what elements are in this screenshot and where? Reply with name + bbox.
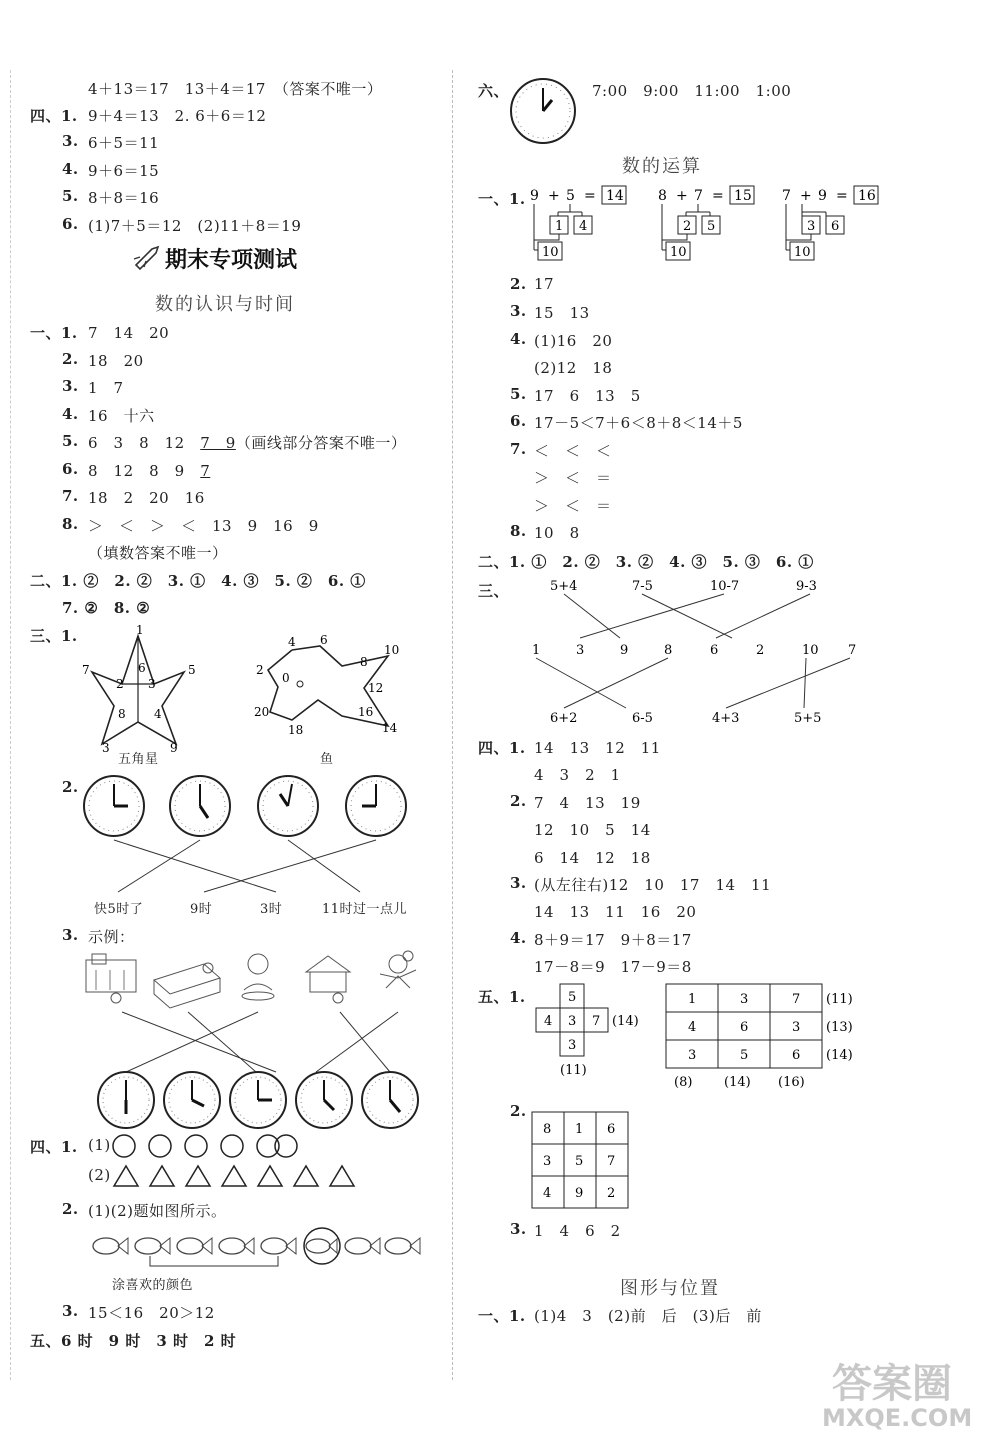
item-number: 5. — [62, 187, 79, 205]
fish-num: 6 — [320, 633, 328, 647]
grid-cell: 7 — [607, 1154, 616, 1169]
fish-num: 8 — [360, 655, 368, 669]
triangle-shape — [294, 1166, 318, 1186]
eq-result: 15 — [734, 188, 752, 204]
make-ten-diagrams — [530, 180, 890, 270]
building-icon — [86, 954, 136, 1003]
clock-icon — [258, 776, 318, 836]
answer-line: 15＜16 20＞12 — [88, 1304, 215, 1322]
answer-line — [88, 460, 210, 481]
eq-split: 5 — [707, 219, 716, 234]
fish-icon — [261, 1238, 296, 1254]
grid-sum: (8) — [674, 1075, 693, 1090]
answer-line: 4＋13＝17 13＋4＝17 （答案不唯一） — [88, 80, 383, 98]
answer-line: 12 10 5 14 — [534, 821, 651, 839]
item-number: 4. — [510, 929, 527, 947]
fish-num: 16 — [358, 705, 374, 719]
cross-grid — [528, 982, 658, 1094]
answer-line: 18 20 — [88, 352, 144, 370]
item-number: 3. — [510, 1220, 527, 1238]
eq-op: + — [800, 188, 812, 204]
eq-term: 5 — [566, 188, 575, 204]
answer-line: 6 14 12 18 — [534, 849, 651, 867]
left-margin-rule — [10, 70, 11, 1380]
star-num: 5 — [188, 663, 196, 677]
grid-sum: (16) — [778, 1075, 805, 1090]
eq-op: = — [584, 188, 596, 204]
item-number: 2. — [510, 275, 527, 293]
match-expr: 7-5 — [632, 579, 653, 594]
answer-line: 14 13 11 16 20 — [534, 903, 697, 921]
grid-cell: 8 — [543, 1122, 552, 1137]
eq-op: + — [676, 188, 688, 204]
eq-result: 14 — [606, 188, 624, 204]
subsection-heading: 数的运算 — [622, 156, 702, 177]
match-expr: 9-3 — [796, 579, 817, 594]
grid-cell: 1 — [688, 992, 697, 1007]
fish-num: 20 — [254, 705, 270, 719]
item-number: 6. — [510, 412, 527, 430]
answer-line: 15 13 — [534, 304, 590, 322]
answer-values: 6 3 8 12 — [88, 434, 185, 452]
circle-shape — [113, 1135, 135, 1157]
equation-block — [658, 186, 754, 260]
answer-line: 7:00 9:00 11:00 1:00 — [592, 82, 792, 100]
fish-num: 18 — [288, 723, 304, 737]
item-number: 2. — [510, 792, 527, 810]
match-number: 6 — [710, 643, 719, 658]
grid-cell: 1 — [575, 1122, 584, 1137]
sleeping-child-icon — [154, 963, 220, 1008]
eq-term: 9 — [818, 188, 827, 204]
fish-figure — [248, 632, 408, 742]
triangle-shape — [222, 1166, 246, 1186]
grid-sum: (14) — [826, 1048, 853, 1063]
star-num: 1 — [136, 623, 144, 637]
underlined-values: 7 9 — [200, 434, 236, 452]
fish-icon — [135, 1238, 170, 1254]
fish-num: 12 — [368, 681, 384, 695]
match-number: 8 — [664, 643, 673, 658]
girl-eating-icon — [242, 954, 274, 1000]
match-expr: 5+5 — [794, 711, 822, 726]
clock-label: 11时过一点儿 — [322, 902, 408, 917]
clock-icon — [170, 776, 230, 836]
clock-icon — [98, 1072, 154, 1128]
match-number: 2 — [756, 643, 765, 658]
grid-sum: (11) — [826, 992, 853, 1007]
answer-line: 4 3 2 1 — [534, 766, 621, 784]
answer-note: （填数答案不唯一） — [88, 544, 228, 562]
answer-line: 6＋5＝11 — [88, 134, 160, 152]
match-expr: 5+4 — [550, 579, 578, 594]
item-number: 一、1. — [30, 324, 78, 342]
grid-cell: 6 — [607, 1122, 616, 1137]
clock-matching — [80, 772, 420, 902]
fish-num: 4 — [288, 635, 296, 649]
triangle-shape — [186, 1166, 210, 1186]
item-number: 6. — [62, 460, 79, 478]
fish-icon — [177, 1238, 212, 1254]
eq-ten: 10 — [542, 245, 559, 260]
item-number: 四、1. — [30, 1138, 78, 1156]
grid-sum: (11) — [560, 1063, 587, 1078]
answer-line: (1)(2)题如图所示。 — [88, 1202, 227, 1220]
item-number: 4. — [62, 160, 79, 178]
item-number: 3. — [62, 1302, 79, 1320]
item-number: 2. — [62, 350, 79, 368]
answer-line: 17－5＜7＋6＜8＋8＜14＋5 — [534, 414, 743, 432]
answer-line: 17 6 13 5 — [534, 387, 641, 405]
grid-cell: 9 — [575, 1186, 584, 1201]
item-number: 2. — [62, 1200, 79, 1218]
subsection-heading: 图形与位置 — [620, 1278, 720, 1299]
eq-split: 3 — [807, 219, 816, 234]
eq-split: 6 — [831, 219, 840, 234]
star-num: 3 — [102, 741, 110, 755]
clock-icon — [230, 1072, 286, 1128]
answer-line: (1)16 20 — [534, 332, 613, 350]
answer-line: 16 十六 — [88, 407, 155, 425]
match-expr: 6-5 — [632, 711, 653, 726]
grid-cell: 5 — [568, 990, 577, 1005]
grid-cell: 3 — [688, 1048, 697, 1063]
clock-icon — [164, 1072, 220, 1128]
figure-caption: 鱼 — [320, 752, 334, 767]
answer-line: 五、6 时 9 时 3 时 2 时 — [30, 1332, 237, 1350]
clock-icon — [296, 1072, 352, 1128]
star-figure — [80, 622, 196, 755]
match-expr: 10-7 — [710, 579, 740, 594]
item-number: 3. — [62, 132, 79, 150]
grid-sum: (13) — [826, 1020, 853, 1035]
grid-cell: 4 — [543, 1186, 552, 1201]
grid-sum: (14) — [612, 1014, 639, 1029]
eq-result: 16 — [858, 188, 876, 204]
eq-term: 8 — [658, 188, 667, 204]
answer-line: 二、1. ② 2. ② 3. ① 4. ③ 5. ② 6. ① — [30, 572, 366, 590]
grid-cell: 6 — [792, 1048, 801, 1063]
eq-term: 7 — [694, 188, 703, 204]
fish-icon — [345, 1238, 380, 1254]
grid-cell: 2 — [607, 1186, 616, 1201]
answer-line — [88, 432, 406, 453]
answer-line: 17 — [534, 275, 555, 293]
item-number: 6. — [62, 215, 79, 233]
item-number: 四、1. — [478, 739, 526, 757]
answer-line: 8＋8＝16 — [88, 189, 160, 207]
fish-icon — [306, 1239, 337, 1253]
circle-shape — [221, 1135, 243, 1157]
answer-line: ＜ ＜ ＜ — [534, 442, 612, 460]
clock-icon — [508, 76, 578, 146]
star-num: 3 — [148, 677, 156, 691]
clock-icon — [362, 1072, 418, 1128]
answer-line: (1) — [88, 1136, 111, 1154]
answer-line: (从左往右)12 10 17 14 11 — [534, 876, 772, 894]
clock-icon — [84, 776, 144, 836]
grid-cell: 3 — [740, 992, 749, 1007]
triangle-shape — [114, 1166, 138, 1186]
subsection-heading: 数的认识与时间 — [155, 294, 295, 315]
column-divider — [452, 70, 453, 1380]
circle-mark — [304, 1228, 340, 1264]
equation-block — [530, 186, 626, 260]
answer-line: ＞ ＜ ＝ — [534, 497, 612, 515]
grid-cell: 6 — [740, 1020, 749, 1035]
triangle-shape — [258, 1166, 282, 1186]
grid-cell: 3 — [568, 1014, 577, 1029]
fish-row — [90, 1228, 425, 1270]
number-matching — [520, 576, 870, 728]
item-number: 3. — [510, 874, 527, 892]
item-number: 五、1. — [478, 988, 526, 1006]
item-number: 5. — [510, 385, 527, 403]
sum-grid — [664, 982, 874, 1094]
star-num: 9 — [170, 741, 178, 755]
item-number: 一、1. — [478, 190, 526, 208]
eq-term: 9 — [530, 188, 539, 204]
answer-line: 7 4 13 19 — [534, 794, 641, 812]
item-number: 3. — [510, 302, 527, 320]
grid-cell: 5 — [740, 1048, 749, 1063]
match-expr: 6+2 — [550, 711, 578, 726]
item-number: 六、 — [478, 82, 510, 100]
child-waving-icon — [380, 951, 416, 988]
answer-line: 18 2 20 16 — [88, 489, 205, 507]
item-number: 三、 — [478, 582, 510, 600]
fish-caption: 涂喜欢的颜色 — [112, 1278, 194, 1293]
clock-label: 3时 — [260, 902, 283, 917]
house-icon — [306, 956, 350, 1003]
underlined-values: 7 — [200, 462, 211, 480]
grid-sum: (14) — [724, 1075, 751, 1090]
fish-num: 10 — [384, 643, 400, 657]
fish-num: 2 — [256, 663, 264, 677]
answer-line: 9＋4＝13 2. 6＋6＝12 — [88, 107, 267, 125]
star-num: 7 — [82, 663, 90, 677]
answer-line: 17－8＝9 17－9＝8 — [534, 958, 692, 976]
clock-icon — [346, 776, 406, 836]
equation-block — [782, 186, 878, 260]
circle-shape — [185, 1135, 207, 1157]
grid-cell: 7 — [792, 992, 801, 1007]
match-expr: 4+3 — [712, 711, 740, 726]
figure-caption: 五角星 — [118, 752, 159, 767]
answer-line: 1 7 — [88, 379, 124, 397]
match-number: 7 — [848, 643, 857, 658]
eq-op: = — [712, 188, 724, 204]
circle-shape — [275, 1135, 297, 1157]
circle-shape — [149, 1135, 171, 1157]
grid-cell: 5 — [575, 1154, 584, 1169]
eq-ten: 10 — [794, 245, 811, 260]
answer-line: ＞ ＜ ＝ — [534, 469, 612, 487]
answer-note: （画线部分答案不唯一） — [235, 434, 407, 452]
circle-row-end — [270, 1132, 304, 1160]
match-number: 9 — [620, 643, 629, 658]
eq-term: 7 — [782, 188, 791, 204]
answer-line: (1)4 3 (2)前 后 (3)后 前 — [534, 1307, 762, 1325]
answer-line: (2) — [88, 1166, 111, 1184]
watermark-logo: 答案圈 — [832, 1361, 952, 1407]
eq-op: = — [836, 188, 848, 204]
star-num: 4 — [154, 707, 162, 721]
eq-split: 4 — [579, 219, 588, 234]
fish-icon — [219, 1238, 254, 1254]
match-number: 3 — [576, 643, 585, 658]
answer-line: 8＋9＝17 9＋8＝17 — [534, 931, 692, 949]
answer-line: 示例： — [88, 928, 135, 946]
magic-square — [530, 1110, 634, 1210]
triangle-row — [112, 1162, 372, 1190]
fish-num: 0 — [282, 671, 290, 685]
answer-line: 9＋6＝15 — [88, 162, 160, 180]
watermark-url: MXQE.COM — [822, 1404, 973, 1432]
grid-cell: 4 — [544, 1014, 553, 1029]
star-num: 8 — [118, 707, 126, 721]
item-number: 3. — [62, 926, 79, 944]
answer-line: (2)12 18 — [534, 359, 613, 377]
answer-line: ＞ ＜ ＞ ＜ 13 9 16 9 — [88, 517, 319, 535]
answer-line: 7. ② 8. ② — [62, 599, 151, 617]
activity-matching — [80, 950, 430, 1130]
grid-cell: 4 — [688, 1020, 697, 1035]
fish-icon — [93, 1238, 128, 1254]
eq-ten: 10 — [670, 245, 687, 260]
clock-label: 9时 — [190, 902, 213, 917]
answer-values: 8 12 8 9 — [88, 462, 185, 480]
grid-cell: 7 — [592, 1014, 601, 1029]
fish-icon — [385, 1238, 420, 1254]
star-num: 2 — [116, 677, 124, 691]
answer-line: (1)7＋5＝12 (2)11＋8＝19 — [88, 217, 302, 235]
triangle-shape — [330, 1166, 354, 1186]
fish-num: 14 — [382, 721, 398, 735]
item-number: 一、1. — [478, 1307, 526, 1325]
item-number: 7. — [62, 487, 79, 505]
answer-line: 10 8 — [534, 524, 580, 542]
eq-split: 1 — [555, 219, 564, 234]
match-number: 10 — [802, 643, 819, 658]
match-number: 1 — [532, 643, 541, 658]
eq-split: 2 — [683, 219, 692, 234]
grid-cell: 3 — [543, 1154, 552, 1169]
item-number: 5. — [62, 432, 79, 450]
grid-cell: 3 — [568, 1038, 577, 1053]
eq-op: + — [548, 188, 560, 204]
item-number: 三、1. — [30, 627, 78, 645]
item-number: 3. — [62, 377, 79, 395]
answer-line: 二、1. ① 2. ② 3. ② 4. ③ 5. ③ 6. ① — [478, 553, 814, 571]
item-number: 8. — [62, 515, 79, 533]
answer-line: 7 14 20 — [88, 324, 170, 342]
item-number: 4. — [62, 405, 79, 423]
answer-line: 1 4 6 2 — [534, 1222, 621, 1240]
clock-label: 快5时了 — [94, 902, 144, 917]
item-number: 2. — [62, 778, 79, 796]
item-number: 2. — [510, 1102, 527, 1120]
answer-line: 14 13 12 11 — [534, 739, 661, 757]
triangle-shape — [150, 1166, 174, 1186]
item-number: 四、1. — [30, 107, 78, 125]
item-number: 4. — [510, 330, 527, 348]
grid-cell: 3 — [792, 1020, 801, 1035]
star-num: 6 — [138, 661, 146, 675]
rocket-icon — [132, 243, 162, 271]
item-number: 7. — [510, 440, 527, 458]
section-title: 期末专项测试 — [165, 248, 298, 273]
item-number: 8. — [510, 522, 527, 540]
